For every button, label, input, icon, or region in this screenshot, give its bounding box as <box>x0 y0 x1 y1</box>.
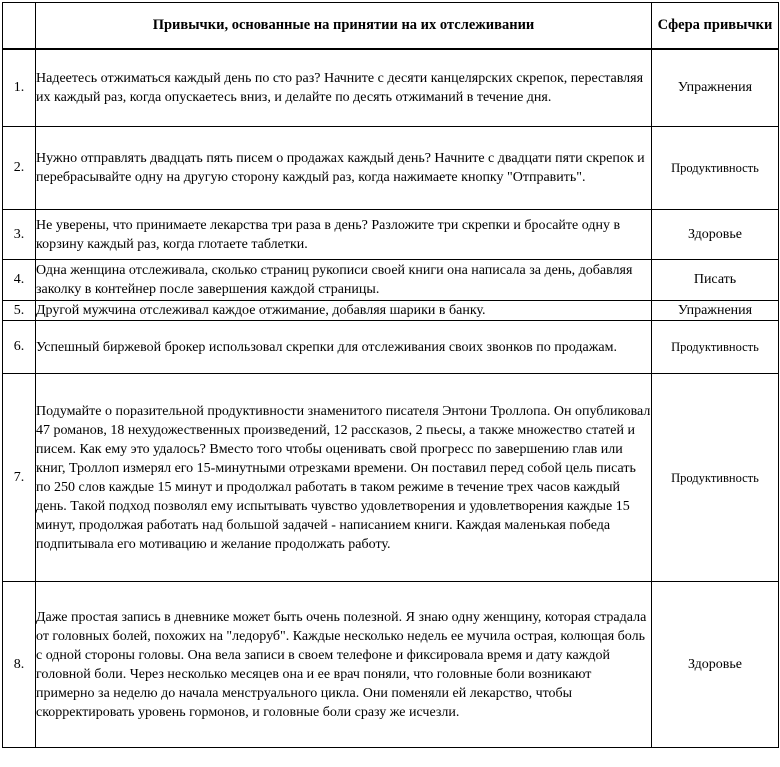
table-row <box>3 374 779 582</box>
header-cell-sphere: Сфера привычки <box>652 3 779 49</box>
sphere-value: Продуктивность <box>652 127 779 210</box>
habit-text: Подумайте о поразительной продуктивности знаменитого писателя Энтони Троллопа. Он опубликовал 47 романов, 18 нехудожественных произведений, 12 рассказов, 2 пьесы, а также множество статей и писем. Как ему это удалось? Вместо того чтобы оценивать свой прогресс по завершению глав или книг, Троллоп измерял его 15-минутными отрезками времени. Он поставил перед собой цель писать по 250 слов каждые 15 минут и продолжал работать в таком режиме в течение трех часов каждый день. Такой подход позволял ему испытывать чувство удовлетворения и удовлетворения каждые 15 минут, продолжая работать над большой задачей - написанием книги. Каждая маленькая победа подпитывала его мотивацию и желание продолжать работу. <box>36 374 652 582</box>
row-number: 4. <box>3 260 36 301</box>
sphere-value: Здоровье <box>652 210 779 260</box>
habit-text: Не уверены, что принимаете лекарства три раза в день? Разложите три скрепки и бросайте одну в корзину каждый раз, когда глотаете таблетки. <box>36 210 652 260</box>
sphere-value: Здоровье <box>652 582 779 748</box>
table-row <box>3 321 779 374</box>
row-number: 7. <box>3 374 36 582</box>
row-number: 5. <box>3 301 36 321</box>
table-row <box>3 260 779 301</box>
row-number: 8. <box>3 582 36 748</box>
habit-text: Нужно отправлять двадцать пять писем о продажах каждый день? Начните с двадцати пяти скрепок и перебрасывайте одну на другую сторону каждый раз, когда нажимаете кнопку "Отправить". <box>36 127 652 210</box>
row-number: 3. <box>3 210 36 260</box>
table-row <box>3 582 779 748</box>
row-number: 6. <box>3 321 36 374</box>
table-row <box>3 127 779 210</box>
habit-text: Надеетесь отжиматься каждый день по сто раз? Начните с десяти канцелярских скрепок, переставляя их каждый раз, когда опускаетесь вниз, и делайте по десять отжиманий в течение дня. <box>36 49 652 127</box>
sphere-value: Упражнения <box>652 49 779 127</box>
habit-text: Успешный биржевой брокер использовал скрепки для отслеживания своих звонков по продажам. <box>36 321 652 374</box>
table-row <box>3 301 779 321</box>
row-number: 1. <box>3 49 36 127</box>
table-header-row <box>3 3 779 49</box>
sphere-value: Упражнения <box>652 301 779 321</box>
habit-text: Другой мужчина отслеживал каждое отжимание, добавляя шарики в банку. <box>36 301 652 321</box>
habits-table <box>2 2 779 748</box>
sphere-value: Писать <box>652 260 779 301</box>
header-cell-habits: Привычки, основанные на принятии на их отслеживании <box>36 3 652 49</box>
table-row <box>3 49 779 127</box>
sphere-value: Продуктивность <box>652 321 779 374</box>
habit-text: Одна женщина отслеживала, сколько страниц рукописи своей книги она написала за день, добавляя заколку в контейнер после завершения каждой страницы. <box>36 260 652 301</box>
habit-text: Даже простая запись в дневнике может быть очень полезной. Я знаю одну женщину, которая страдала от головных болей, похожих на "ледоруб". Каждые несколько недель ее мучила острая, колющая боль с одной стороны головы. Она вела записи в своем телефоне и фиксировала время и дату каждой головной боли. Через несколько месяцев она и ее врач поняли, что головные боли возникают примерно за неделю до начала менструального цикла. Они поменяли ей лекарство, чтобы скорректировать уровень гормонов, и головные боли сразу же исчезли. <box>36 582 652 748</box>
header-cell-number <box>3 3 36 49</box>
row-number: 2. <box>3 127 36 210</box>
sphere-value: Продуктивность <box>652 374 779 582</box>
table-row <box>3 210 779 260</box>
